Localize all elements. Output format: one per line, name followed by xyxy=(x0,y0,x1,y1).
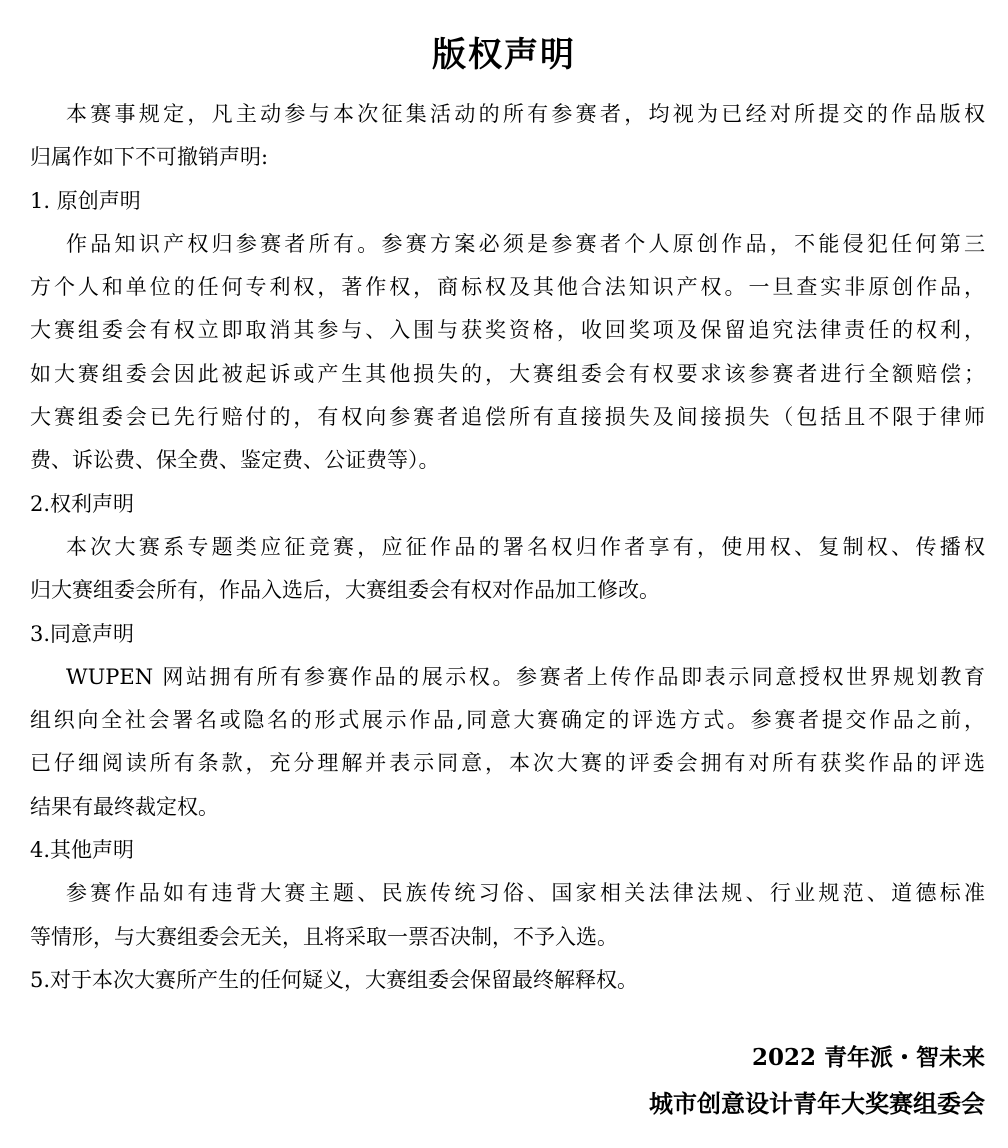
section-line: 大赛组委会已先行赔付的，有权向参赛者追偿所有直接损失及间接损失（包括且不限于律师 xyxy=(30,405,985,430)
section-line: WUPEN 网站拥有所有参赛作品的展示权。参赛者上传作品即表示同意授权世界规划教育 xyxy=(66,664,985,689)
intro-line: 归属作如下不可撤销声明: xyxy=(30,145,269,170)
section-heading-originality: 1. 原创声明 xyxy=(30,188,141,213)
section-heading-rights: 2.权利声明 xyxy=(30,491,135,516)
section-line: 方个人和单位的任何专利权，著作权，商标权及其他合法知识产权。一旦查实非原创作品， xyxy=(30,275,985,300)
section-line: 组织向全社会署名或隐名的形式展示作品,同意大赛确定的评选方式。参赛者提交作品之前， xyxy=(30,708,985,733)
section-line: 等情形，与大赛组委会无关，且将采取一票否决制，不予入选。 xyxy=(30,924,618,949)
section-line: 结果有最终裁定权。 xyxy=(30,794,219,819)
signature-event-name: 2022 青年派・智未来 xyxy=(751,1044,985,1071)
section-line: 归大赛组委会所有，作品入选后，大赛组委会有权对作品加工修改。 xyxy=(30,578,660,603)
section-line: 参赛作品如有违背大赛主题、民族传统习俗、国家相关法律法规、行业规范、道德标准 xyxy=(66,881,985,906)
signature-block xyxy=(649,1036,985,1128)
signature-organizer: 城市创意设计青年大奖赛组委会 xyxy=(649,1089,985,1118)
page-title: 版权声明 xyxy=(432,35,576,75)
section-heading-interpretation: 5.对于本次大赛所产生的任何疑义，大赛组委会保留最终解释权。 xyxy=(30,967,639,992)
section-line: 如大赛组委会因此被起诉或产生其他损失的，大赛组委会有权要求该参赛者进行全额赔偿； xyxy=(30,361,985,386)
section-line: 大赛组委会有权立即取消其参与、入围与获奖资格，收回奖项及保留追究法律责任的权利， xyxy=(30,318,985,343)
section-line: 作品知识产权归参赛者所有。参赛方案必须是参赛者个人原创作品，不能侵犯任何第三 xyxy=(66,231,985,256)
section-heading-consent: 3.同意声明 xyxy=(30,621,135,646)
section-line: 已仔细阅读所有条款，充分理解并表示同意，本次大赛的评委会拥有对所有获奖作品的评选 xyxy=(30,751,985,776)
intro-line: 本赛事规定，凡主动参与本次征集活动的所有参赛者，均视为已经对所提交的作品版权 xyxy=(66,102,985,126)
section-line: 费、诉讼费、保全费、鉴定费、公证费等）。 xyxy=(30,448,440,473)
section-heading-other: 4.其他声明 xyxy=(30,838,135,863)
document-body xyxy=(30,93,985,1002)
section-line: 本次大赛系专题类应征竞赛，应征作品的署名权归作者享有，使用权、复制权、传播权 xyxy=(66,534,985,559)
